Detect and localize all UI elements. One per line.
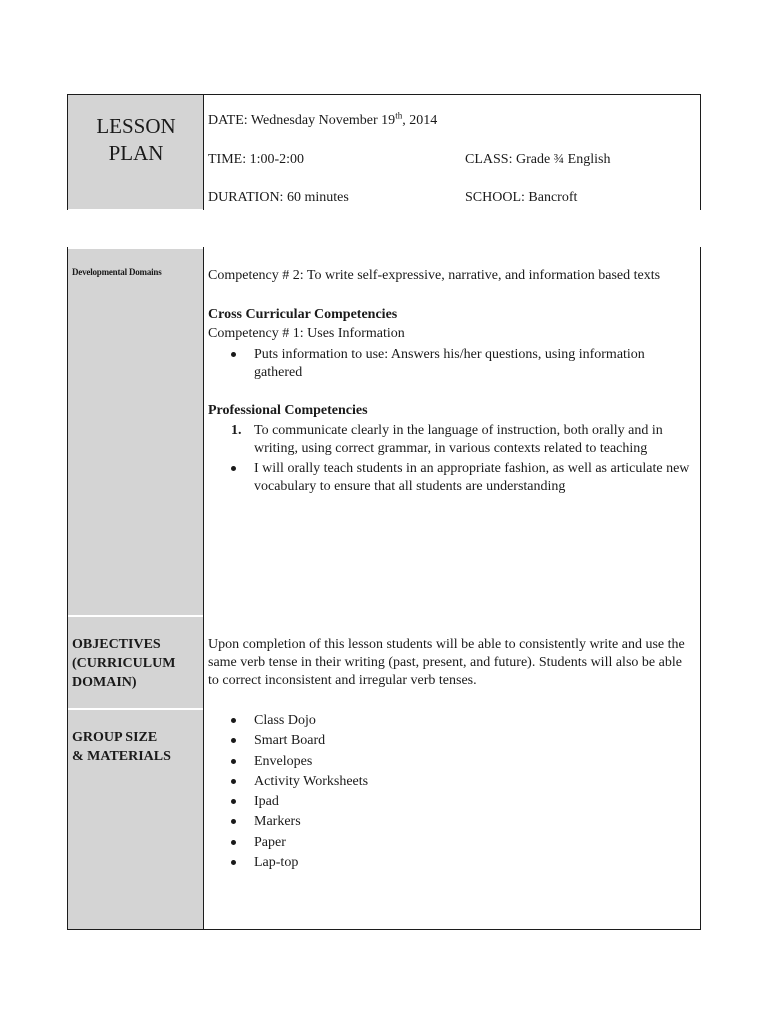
list-item: I will orally teach students in an appropriate fashion, as well as articulate new vocabulary to ensure that all students are understanding bbox=[208, 460, 692, 496]
date-suffix: th bbox=[395, 110, 403, 121]
list-item bbox=[208, 422, 692, 458]
list-item: Smart Board bbox=[208, 731, 692, 751]
title-line-2: PLAN bbox=[108, 141, 164, 165]
date-text: DATE: Wednesday November 19 bbox=[208, 113, 396, 128]
objectives-label-line-2: (CURRICULUM bbox=[72, 656, 176, 671]
list-item: Markers bbox=[208, 812, 692, 832]
header-right-border bbox=[700, 94, 701, 210]
list-item: Class Dojo bbox=[208, 711, 692, 731]
page-title bbox=[68, 113, 204, 167]
materials-label bbox=[72, 728, 171, 766]
list-number: 1. bbox=[231, 423, 242, 438]
duration-field: DURATION: 60 minutes bbox=[208, 190, 349, 205]
list-item: Activity Worksheets bbox=[208, 772, 692, 792]
domains-label-cell bbox=[68, 249, 204, 615]
cross-curricular-subheading: Competency # 1: Uses Information bbox=[208, 326, 405, 341]
time-field: TIME: 1:00-2:00 bbox=[208, 152, 305, 167]
table-column-divider bbox=[203, 247, 204, 930]
class-field: CLASS: Grade ¾ English bbox=[465, 152, 611, 167]
list-item: Envelopes bbox=[208, 752, 692, 772]
materials-label-line-2: & MATERIALS bbox=[72, 749, 171, 764]
list-item: Lap-top bbox=[208, 853, 692, 873]
objectives-text: Upon completion of this lesson students will be able to consistently write and use the same verb tense in their writing (past, present, and future). Students will also be able to correct inconsistent and irregular verb tenses. bbox=[208, 637, 685, 688]
list-item: Puts information to use: Answers his/her questions, using information gathered bbox=[208, 346, 692, 382]
list-item-text: To communicate clearly in the language of instruction, both orally and in writing, using correct grammar, in various contexts related to teaching bbox=[254, 423, 663, 456]
materials-list bbox=[208, 711, 692, 873]
domains-content bbox=[208, 267, 692, 496]
objectives-label-line-3: DOMAIN) bbox=[72, 675, 137, 690]
table-right-border bbox=[700, 247, 701, 930]
professional-numbered-list bbox=[208, 422, 692, 458]
materials-content bbox=[208, 711, 692, 873]
domains-label: Developmental Domains bbox=[72, 267, 162, 277]
date-year: , 2014 bbox=[402, 113, 438, 128]
table-bottom-border bbox=[67, 929, 701, 930]
date-field bbox=[208, 110, 438, 129]
objectives-label-line-1: OBJECTIVES bbox=[72, 637, 161, 652]
school-field: SCHOOL: Bancroft bbox=[465, 190, 578, 205]
table-left-border bbox=[67, 247, 68, 930]
title-line-1: LESSON bbox=[96, 114, 176, 138]
materials-label-line-1: GROUP SIZE bbox=[72, 730, 158, 745]
cross-curricular-list bbox=[208, 346, 692, 382]
cross-curricular-heading: Cross Curricular Competencies bbox=[208, 307, 398, 322]
list-item: Ipad bbox=[208, 792, 692, 812]
professional-heading: Professional Competencies bbox=[208, 403, 368, 418]
professional-bullet-list bbox=[208, 460, 692, 496]
header-top-border bbox=[67, 94, 701, 95]
competency-text: Competency # 2: To write self-expressive, narrative, and information based texts bbox=[208, 268, 661, 283]
list-item: Paper bbox=[208, 833, 692, 853]
objectives-label bbox=[72, 635, 175, 692]
